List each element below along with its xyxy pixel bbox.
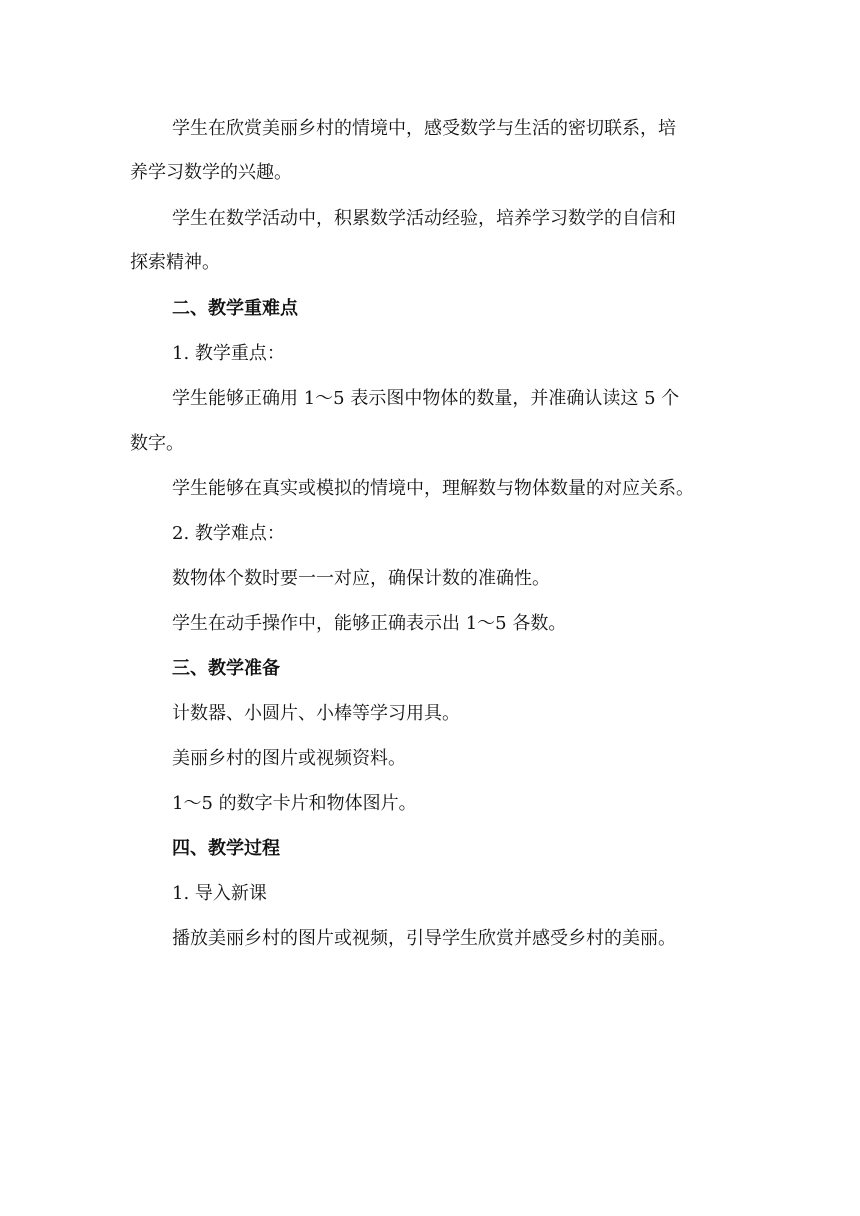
section-3-heading: 三、教学准备 [172, 658, 280, 679]
paragraph-1-line-2: 养学习数学的兴趣。 [130, 162, 292, 183]
section-2-heading: 二、教学重难点 [172, 298, 298, 319]
section-2-paragraph-4: 学生在动手操作中，能够正确表示出 1～5 各数。 [172, 613, 567, 634]
section-2-subheading-1: 1. 教学重点： [172, 343, 285, 364]
section-3-paragraph-1: 计数器、小圆片、小棒等学习用具。 [172, 703, 460, 724]
section-2-paragraph-1-line-1: 学生能够正确用 1～5 表示图中物体的数量，并准确认读这 5 个 [172, 388, 680, 409]
section-3-paragraph-3: 1～5 的数字卡片和物体图片。 [172, 793, 417, 814]
paragraph-1-line-1: 学生在欣赏美丽乡村的情境中，感受数学与生活的密切联系，培 [172, 118, 676, 139]
section-2-paragraph-3: 数物体个数时要一一对应，确保计数的准确性。 [172, 568, 550, 589]
section-2-paragraph-1-line-2: 数字。 [130, 433, 184, 454]
section-2-subheading-2: 2. 教学难点： [172, 523, 285, 544]
paragraph-2-line-2: 探索精神。 [130, 252, 220, 273]
section-4-paragraph-1: 播放美丽乡村的图片或视频，引导学生欣赏并感受乡村的美丽。 [172, 928, 676, 949]
section-4-heading: 四、教学过程 [172, 838, 280, 859]
section-2-paragraph-2: 学生能够在真实或模拟的情境中，理解数与物体数量的对应关系。 [172, 478, 694, 499]
section-4-subheading-1: 1. 导入新课 [172, 883, 267, 904]
section-3-paragraph-2: 美丽乡村的图片或视频资料。 [172, 748, 406, 769]
paragraph-2-line-1: 学生在数学活动中，积累数学活动经验，培养学习数学的自信和 [172, 208, 676, 229]
